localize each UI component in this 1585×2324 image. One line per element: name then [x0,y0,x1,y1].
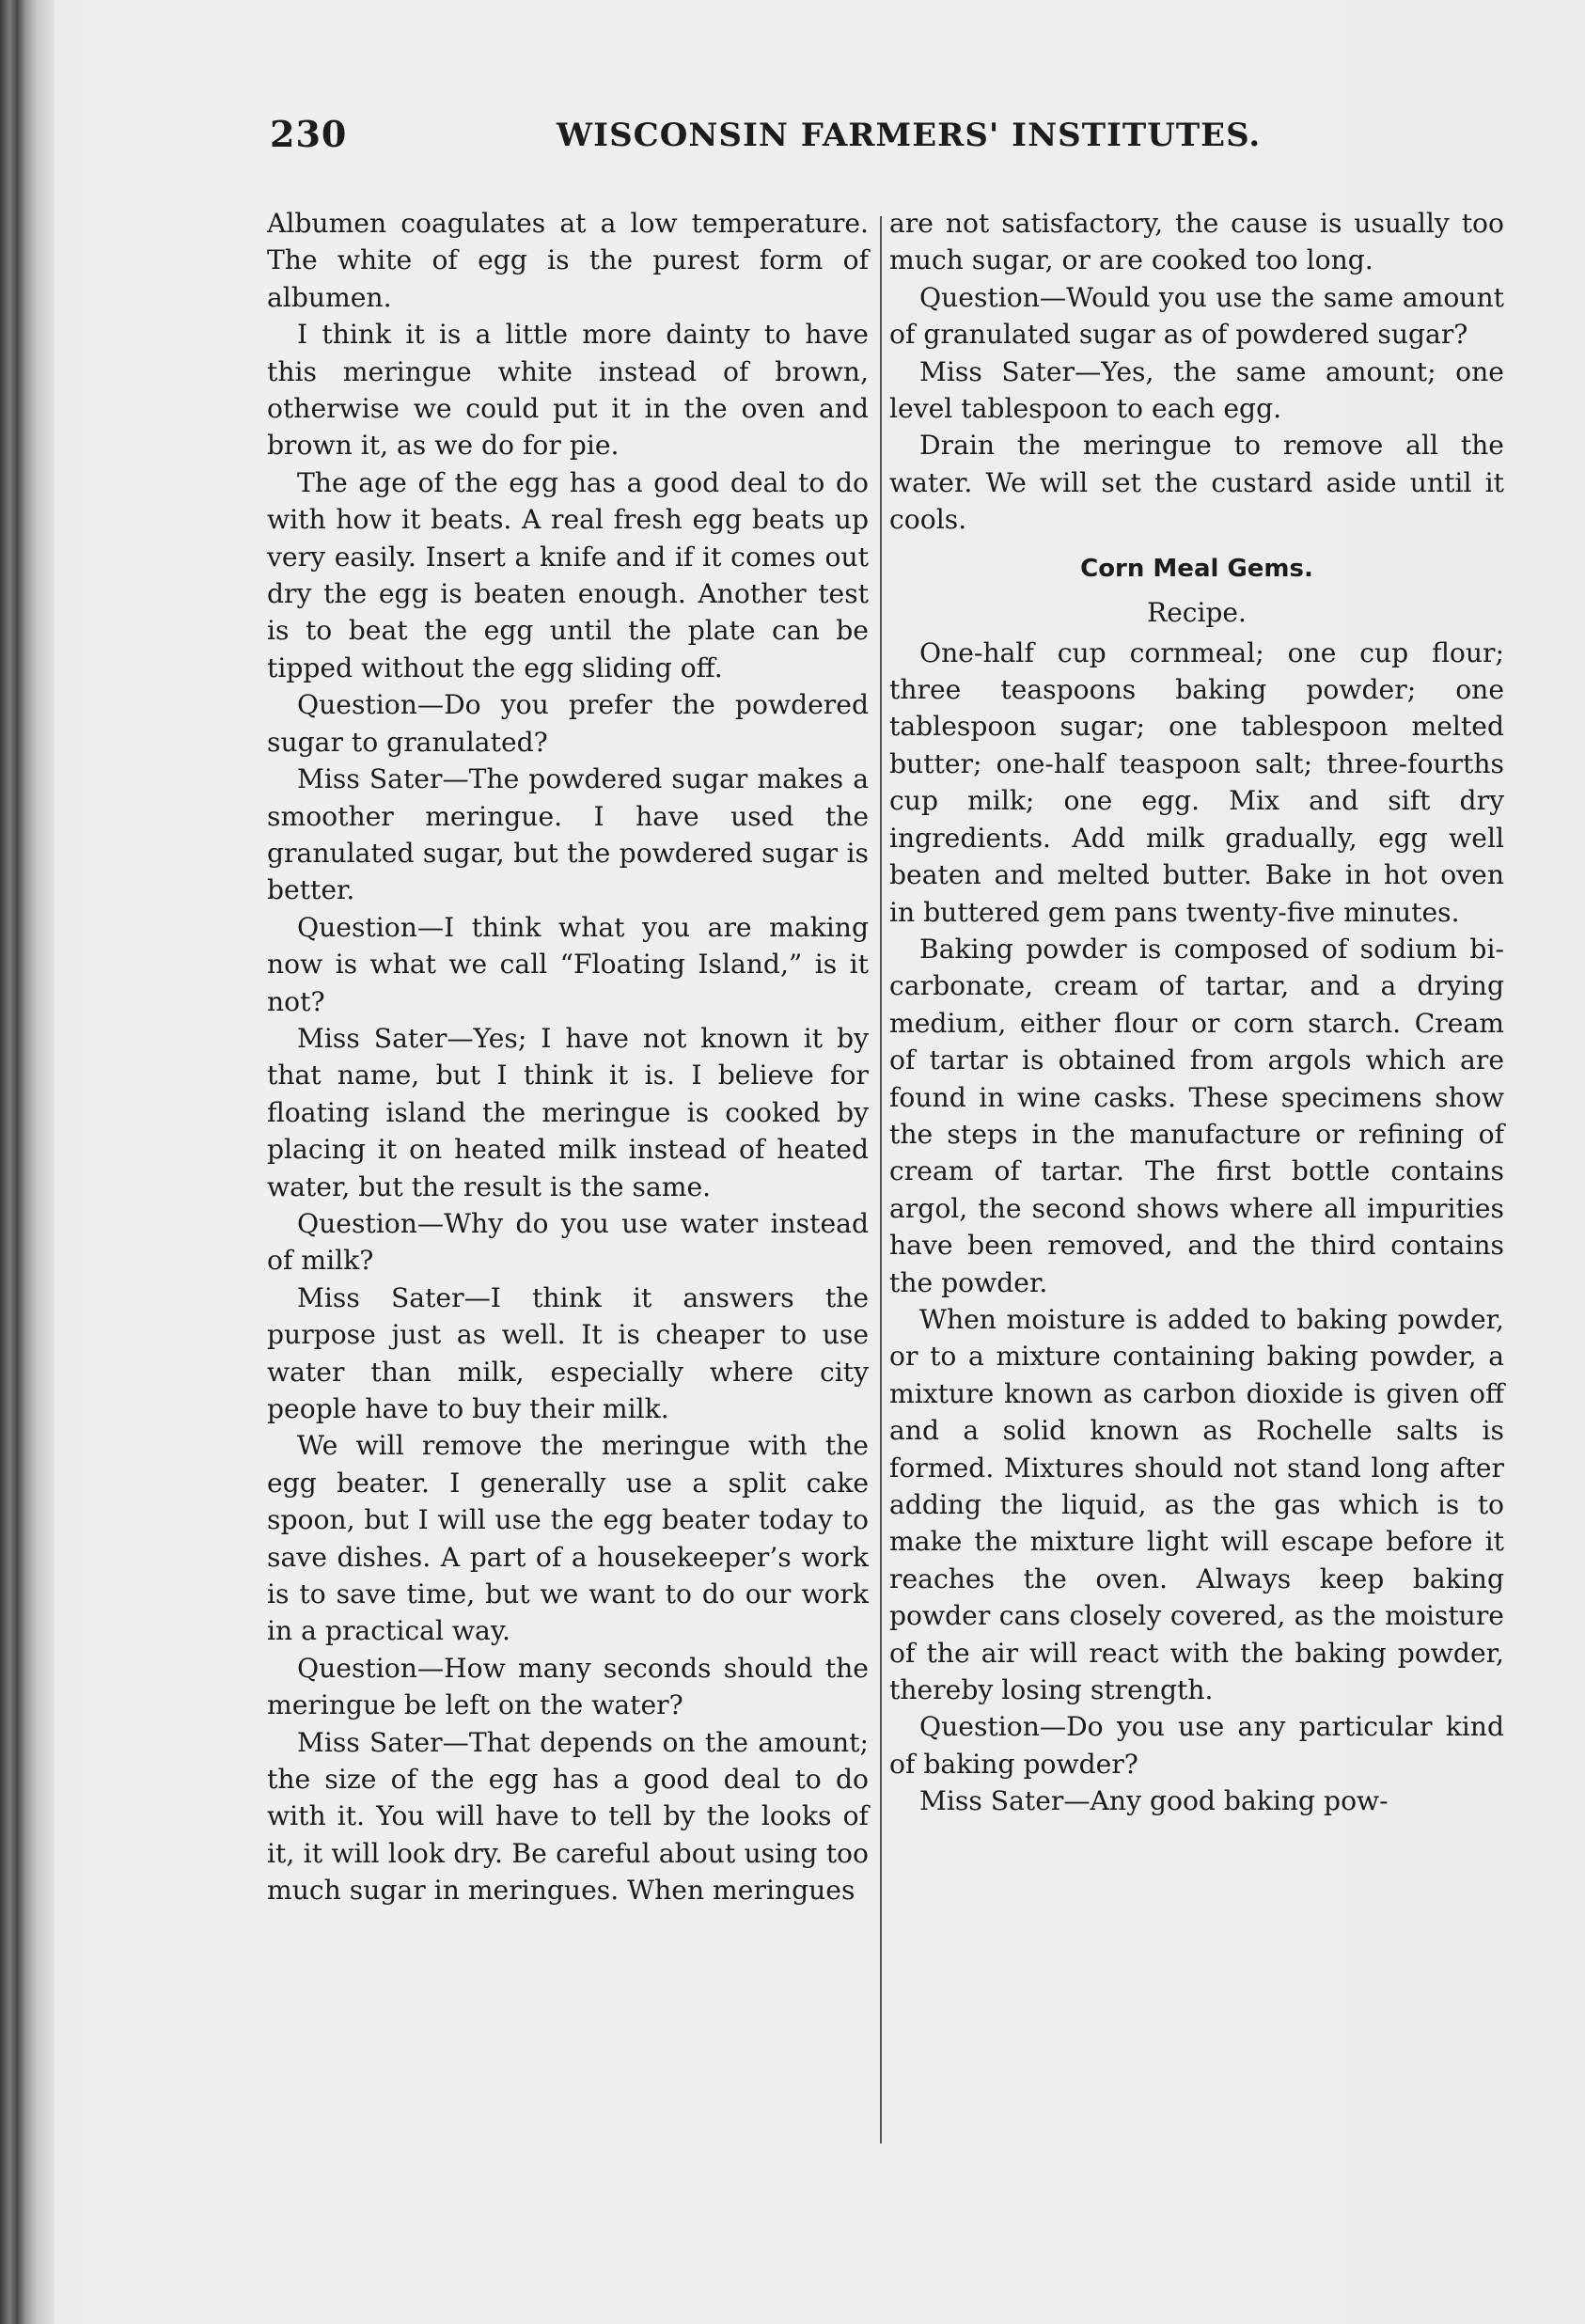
page-number: 230 [270,113,348,155]
paragraph: Question—Do you use any particular kind of baking powder? [889,1711,1504,1780]
paragraph: Albumen coagulates at a low temperature. The white of egg is the purest form of albumen. [267,208,869,313]
paragraph: Miss Sater—I think it answers the purpose just as well. It is cheaper to use water than milk, especially where city people have to buy their milk. [267,1281,869,1424]
paragraph: Baking powder is composed of sodium bi-carbonate, cream of tartar, and a drying medium, either flour or corn starch. Cream of tartar is obtained from argols which are found in wine casks. These specimens show the steps in the manufacture or refining of cream of tartar. The first bottle contains argol, the second shows where all impurities have been removed, and the third contains the powder. [889,933,1504,1298]
paragraph: are not satisfactory, the cause is usually too much sugar, or are cooked too long. [889,208,1504,276]
paragraph: Drain the meringue to remove all the water. We will set the custard aside until it cools. [889,430,1504,536]
paragraph: Question—I think what you are making now is what we call “Floating Island,” is it not? [267,911,869,1017]
column-divider [880,216,882,2143]
left-column [267,205,869,1909]
book-binding-edge [0,0,55,2324]
paragraph: Miss Sater—The powdered sugar makes a smoother meringue. I have used the granulated sugar, but the powdered sugar is better. [267,763,869,906]
paragraph: One-half cup cornmeal; one cup flour; three teaspoons baking powder; one tablespoon sugar; one tablespoon melted butter; one-half teaspoon salt; three-fourths cup milk; one egg. Mix and sift dry ingredients. Add milk gradually, egg well beaten and melted butter. Bake in hot oven in buttered gem pans twenty-five minutes. [889,636,1504,928]
paragraph: When moisture is added to baking powder, or to a mixture containing baking powder, a mixture known as carbon dioxide is given off and a solid known as Rochelle salts is formed. Mixtures should not stand long after adding the liquid, as the gas which is to make the mixture light will escape before it reaches the oven. Always keep baking powder cans closely covered, as the moisture of the air will react with the baking powder, thereby losing strength. [889,1303,1504,1706]
paragraph: Question—Would you use the same amount of granulated sugar as of powdered sugar? [889,281,1504,351]
page-header [270,113,1262,169]
paragraph: Question—Do you prefer the powdered sugar to granulated? [267,689,869,758]
paragraph: Miss Sater—Yes, the same amount; one level tablespoon to each egg. [889,355,1504,425]
right-column [889,205,1504,1820]
paragraph: Question—How many seconds should the meringue be left on the water? [267,1652,869,1721]
paragraph: The age of the egg has a good deal to do with how it beats. A real fresh egg beats up very easily. Insert a knife and if it comes out dry the egg is beaten enough. Another test is to beat the egg until the plate can be tipped without the egg sliding off. [267,466,869,683]
recipe-heading: Recipe. [1147,596,1247,628]
paragraph: I think it is a little more dainty to have this meringue white instead of brown, otherwise we could put it in the oven and brown it, as we do for pie. [267,319,869,462]
section-heading: Corn Meal Gems. [1080,554,1313,583]
paragraph: Miss Sater—Yes; I have not known it by that name, but I think it is. I believe for floating island the meringue is cooked by placing it on heated milk instead of heated water, but the result is the same. [267,1022,869,1202]
paragraph: Miss Sater—That depends on the amount; the size of the egg has a good deal to do with it. You will have to tell by the looks of it, it will look dry. Be careful about using too much sugar in meringues. When meringues [267,1726,869,1907]
paragraph: Miss Sater—Any good baking pow- [919,1785,1389,1817]
running-title: WISCONSIN FARMERS' INSTITUTES. [557,117,1262,154]
paragraph: Question—Why do you use water instead of milk? [267,1207,869,1277]
paragraph: We will remove the meringue with the egg beater. I generally use a split cake spoon, but I will use the egg beater today to save dishes. A part of a housekeeper’s work is to save time, but we want to do our work in a practical way. [267,1430,869,1647]
